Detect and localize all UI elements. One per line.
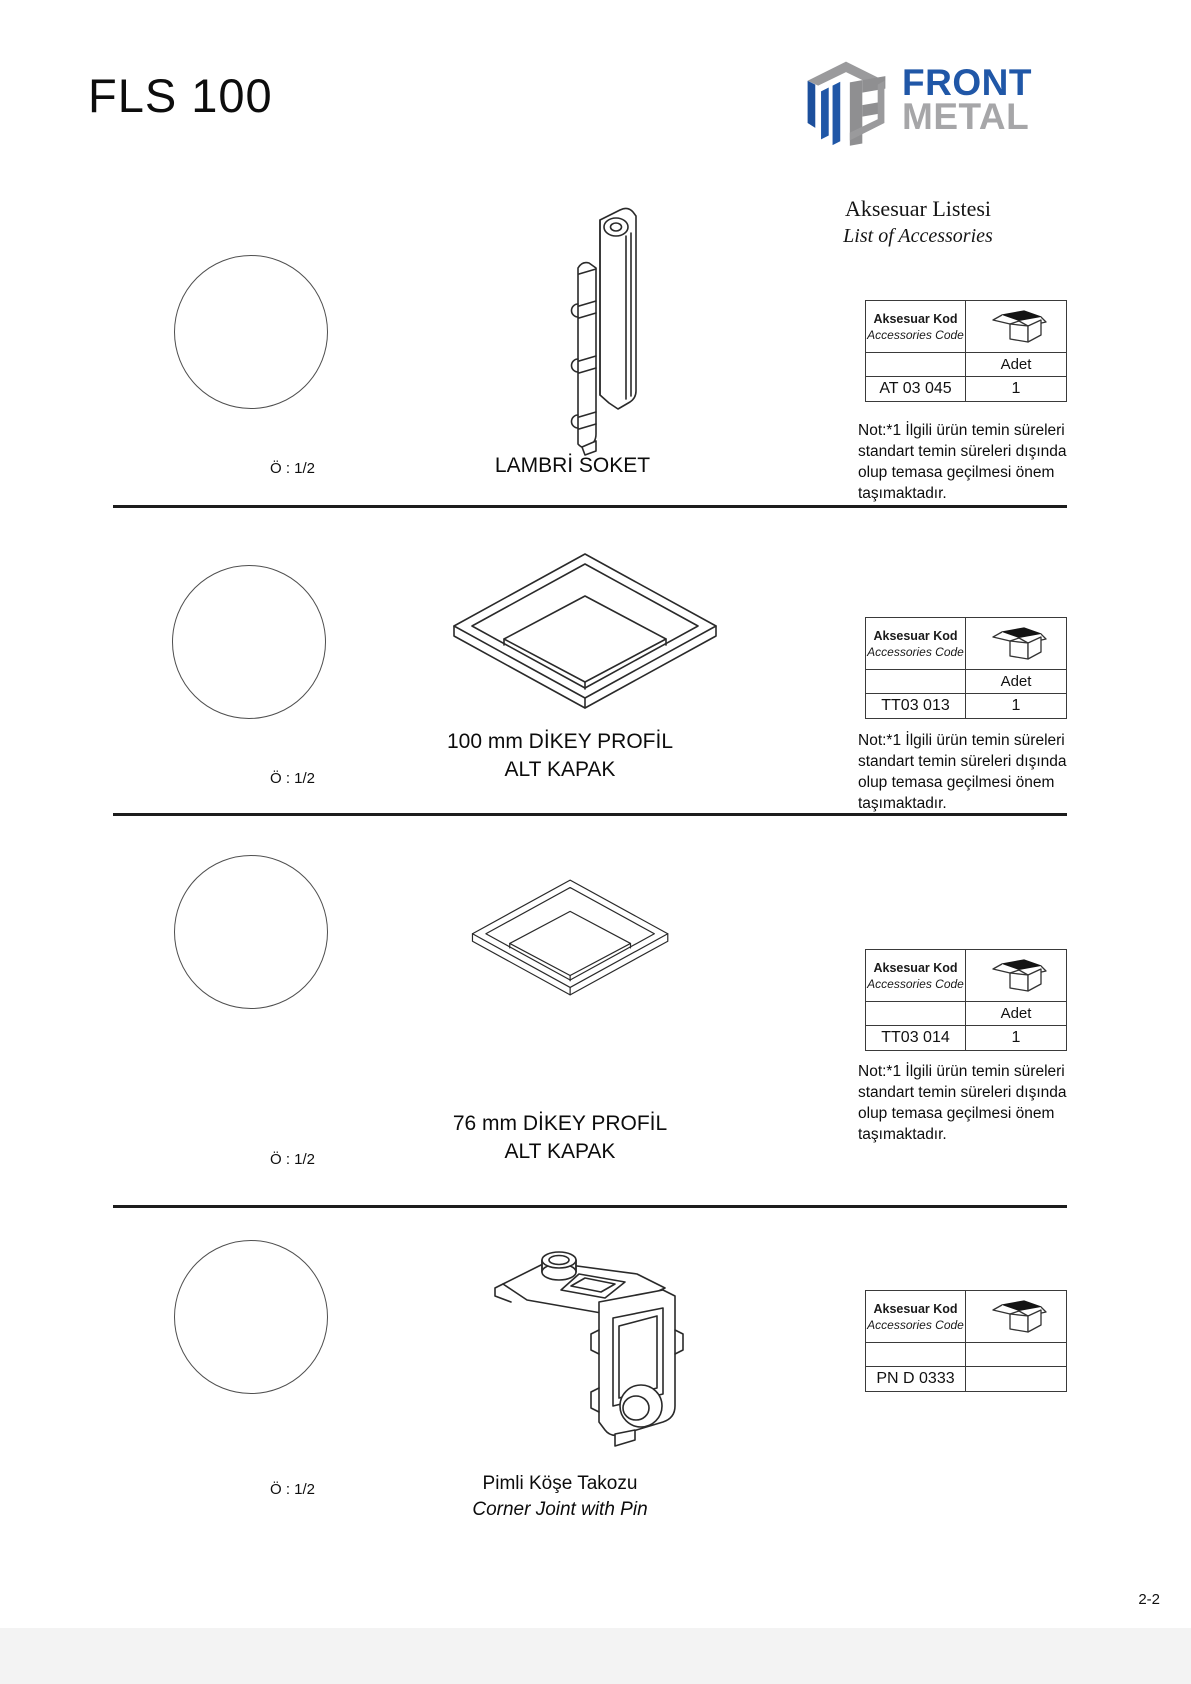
box-icon-cell bbox=[966, 301, 1066, 353]
cap-100mm-drawing bbox=[448, 548, 723, 710]
box-icon-cell bbox=[966, 1291, 1066, 1343]
cap-76mm-drawing bbox=[468, 876, 673, 996]
accessories-code-header-cell bbox=[866, 301, 966, 353]
box-icon-cell bbox=[966, 618, 1066, 670]
note-line: taşımaktadır. bbox=[858, 485, 947, 502]
accessories-code-label-en: Accessories Code bbox=[867, 976, 964, 991]
lambri-soket-drawing bbox=[538, 206, 660, 456]
part-title-line2: ALT KAPAK bbox=[504, 1140, 616, 1163]
accessories-code-header-cell bbox=[866, 950, 966, 1002]
brand-wordmark bbox=[902, 62, 1032, 137]
detail-circle bbox=[172, 565, 326, 719]
accessories-code-header-cell bbox=[866, 618, 966, 670]
part-title-line2-en: Corner Joint with Pin bbox=[472, 1499, 648, 1520]
part-title bbox=[395, 1110, 725, 1166]
accessories-code-label-tr: Aksesuar Kod bbox=[873, 960, 958, 975]
accessory-code-value: AT 03 045 bbox=[866, 377, 966, 401]
detail-circle bbox=[174, 1240, 328, 1394]
qty-header bbox=[966, 1343, 1066, 1367]
brand-word-metal: METAL bbox=[902, 96, 1030, 137]
part-title bbox=[395, 728, 725, 784]
scale-label: Ö : 1/2 bbox=[270, 460, 316, 477]
box-icon bbox=[985, 1297, 1047, 1337]
accessories-list-header bbox=[808, 196, 1028, 248]
empty-cell bbox=[866, 1002, 966, 1026]
qty-header: Adet bbox=[966, 670, 1066, 694]
accessories-code-header-cell bbox=[866, 1291, 966, 1343]
part-title bbox=[405, 1471, 715, 1523]
accessories-code-label-en: Accessories Code bbox=[867, 327, 964, 342]
box-icon bbox=[985, 624, 1047, 664]
accessory-code-value: TT03 013 bbox=[866, 694, 966, 718]
accessories-list-title-en: List of Accessories bbox=[843, 225, 993, 247]
accessory-code-value: TT03 014 bbox=[866, 1026, 966, 1050]
note-line: standart temin süreleri dışında bbox=[858, 443, 1067, 460]
availability-note bbox=[858, 1061, 1094, 1145]
accessories-table bbox=[865, 617, 1067, 719]
part-title-line2: ALT KAPAK bbox=[504, 758, 616, 781]
qty-header: Adet bbox=[966, 353, 1066, 377]
scale-label: Ö : 1/2 bbox=[270, 770, 316, 787]
accessory-qty-value: 1 bbox=[1011, 1029, 1021, 1046]
accessories-code-label-tr: Aksesuar Kod bbox=[873, 1301, 958, 1316]
note-line: olup temasa geçilmesi önem bbox=[858, 774, 1055, 791]
note-line: standart temin süreleri dışında bbox=[858, 753, 1067, 770]
accessory-qty-value: 1 bbox=[1011, 697, 1021, 714]
part-title-line1: Pimli Köşe Takozu bbox=[482, 1473, 638, 1494]
accessories-table bbox=[865, 300, 1067, 402]
qty-header: Adet bbox=[966, 1002, 1066, 1026]
accessory-qty-value bbox=[966, 1367, 1066, 1391]
note-line: taşımaktadır. bbox=[858, 1126, 947, 1143]
empty-cell bbox=[866, 353, 966, 377]
part-title-line1: LAMBRİ SOKET bbox=[494, 454, 651, 477]
accessories-table bbox=[865, 949, 1067, 1051]
part-title-line1: 100 mm DİKEY PROFİL bbox=[446, 730, 674, 753]
note-line: olup temasa geçilmesi önem bbox=[858, 464, 1055, 481]
accessories-code-label-tr: Aksesuar Kod bbox=[873, 311, 958, 326]
accessories-list-title-tr: Aksesuar Listesi bbox=[844, 196, 992, 221]
brand-logo bbox=[798, 50, 1032, 150]
section-divider bbox=[113, 813, 1067, 816]
page-title: FLS 100 bbox=[88, 69, 273, 122]
section-divider bbox=[113, 1205, 1067, 1208]
availability-note bbox=[858, 730, 1094, 814]
note-line: Not:*1 İlgili ürün temin süreleri bbox=[858, 1063, 1065, 1080]
part-title bbox=[420, 452, 725, 480]
note-line: standart temin süreleri dışında bbox=[858, 1084, 1067, 1101]
brand-word-front: FRONT bbox=[902, 62, 1032, 103]
front-metal-cube-icon bbox=[798, 50, 894, 150]
availability-note bbox=[858, 420, 1094, 504]
corner-joint-drawing bbox=[487, 1238, 692, 1456]
box-icon-cell bbox=[966, 950, 1066, 1002]
accessory-qty-value: 1 bbox=[1011, 380, 1021, 397]
accessories-code-label-en: Accessories Code bbox=[867, 1317, 964, 1332]
accessories-code-label-tr: Aksesuar Kod bbox=[873, 628, 958, 643]
scale-label: Ö : 1/2 bbox=[270, 1151, 316, 1168]
empty-cell bbox=[866, 1343, 966, 1367]
note-line: Not:*1 İlgili ürün temin süreleri bbox=[858, 732, 1065, 749]
note-line: olup temasa geçilmesi önem bbox=[858, 1105, 1055, 1122]
scale-label: Ö : 1/2 bbox=[270, 1481, 316, 1498]
accessory-code-value: PN D 0333 bbox=[866, 1367, 966, 1391]
box-icon bbox=[985, 307, 1047, 347]
page-bottom-margin bbox=[0, 1628, 1191, 1684]
page-number: 2-2 bbox=[1138, 1591, 1160, 1608]
accessories-table bbox=[865, 1290, 1067, 1392]
box-icon bbox=[985, 956, 1047, 996]
section-divider bbox=[113, 505, 1067, 508]
detail-circle bbox=[174, 255, 328, 409]
note-line: Not:*1 İlgili ürün temin süreleri bbox=[858, 422, 1065, 439]
detail-circle bbox=[174, 855, 328, 1009]
part-title-line1: 76 mm DİKEY PROFİL bbox=[452, 1112, 668, 1135]
empty-cell bbox=[866, 670, 966, 694]
note-line: taşımaktadır. bbox=[858, 795, 947, 812]
accessories-code-label-en: Accessories Code bbox=[867, 644, 964, 659]
